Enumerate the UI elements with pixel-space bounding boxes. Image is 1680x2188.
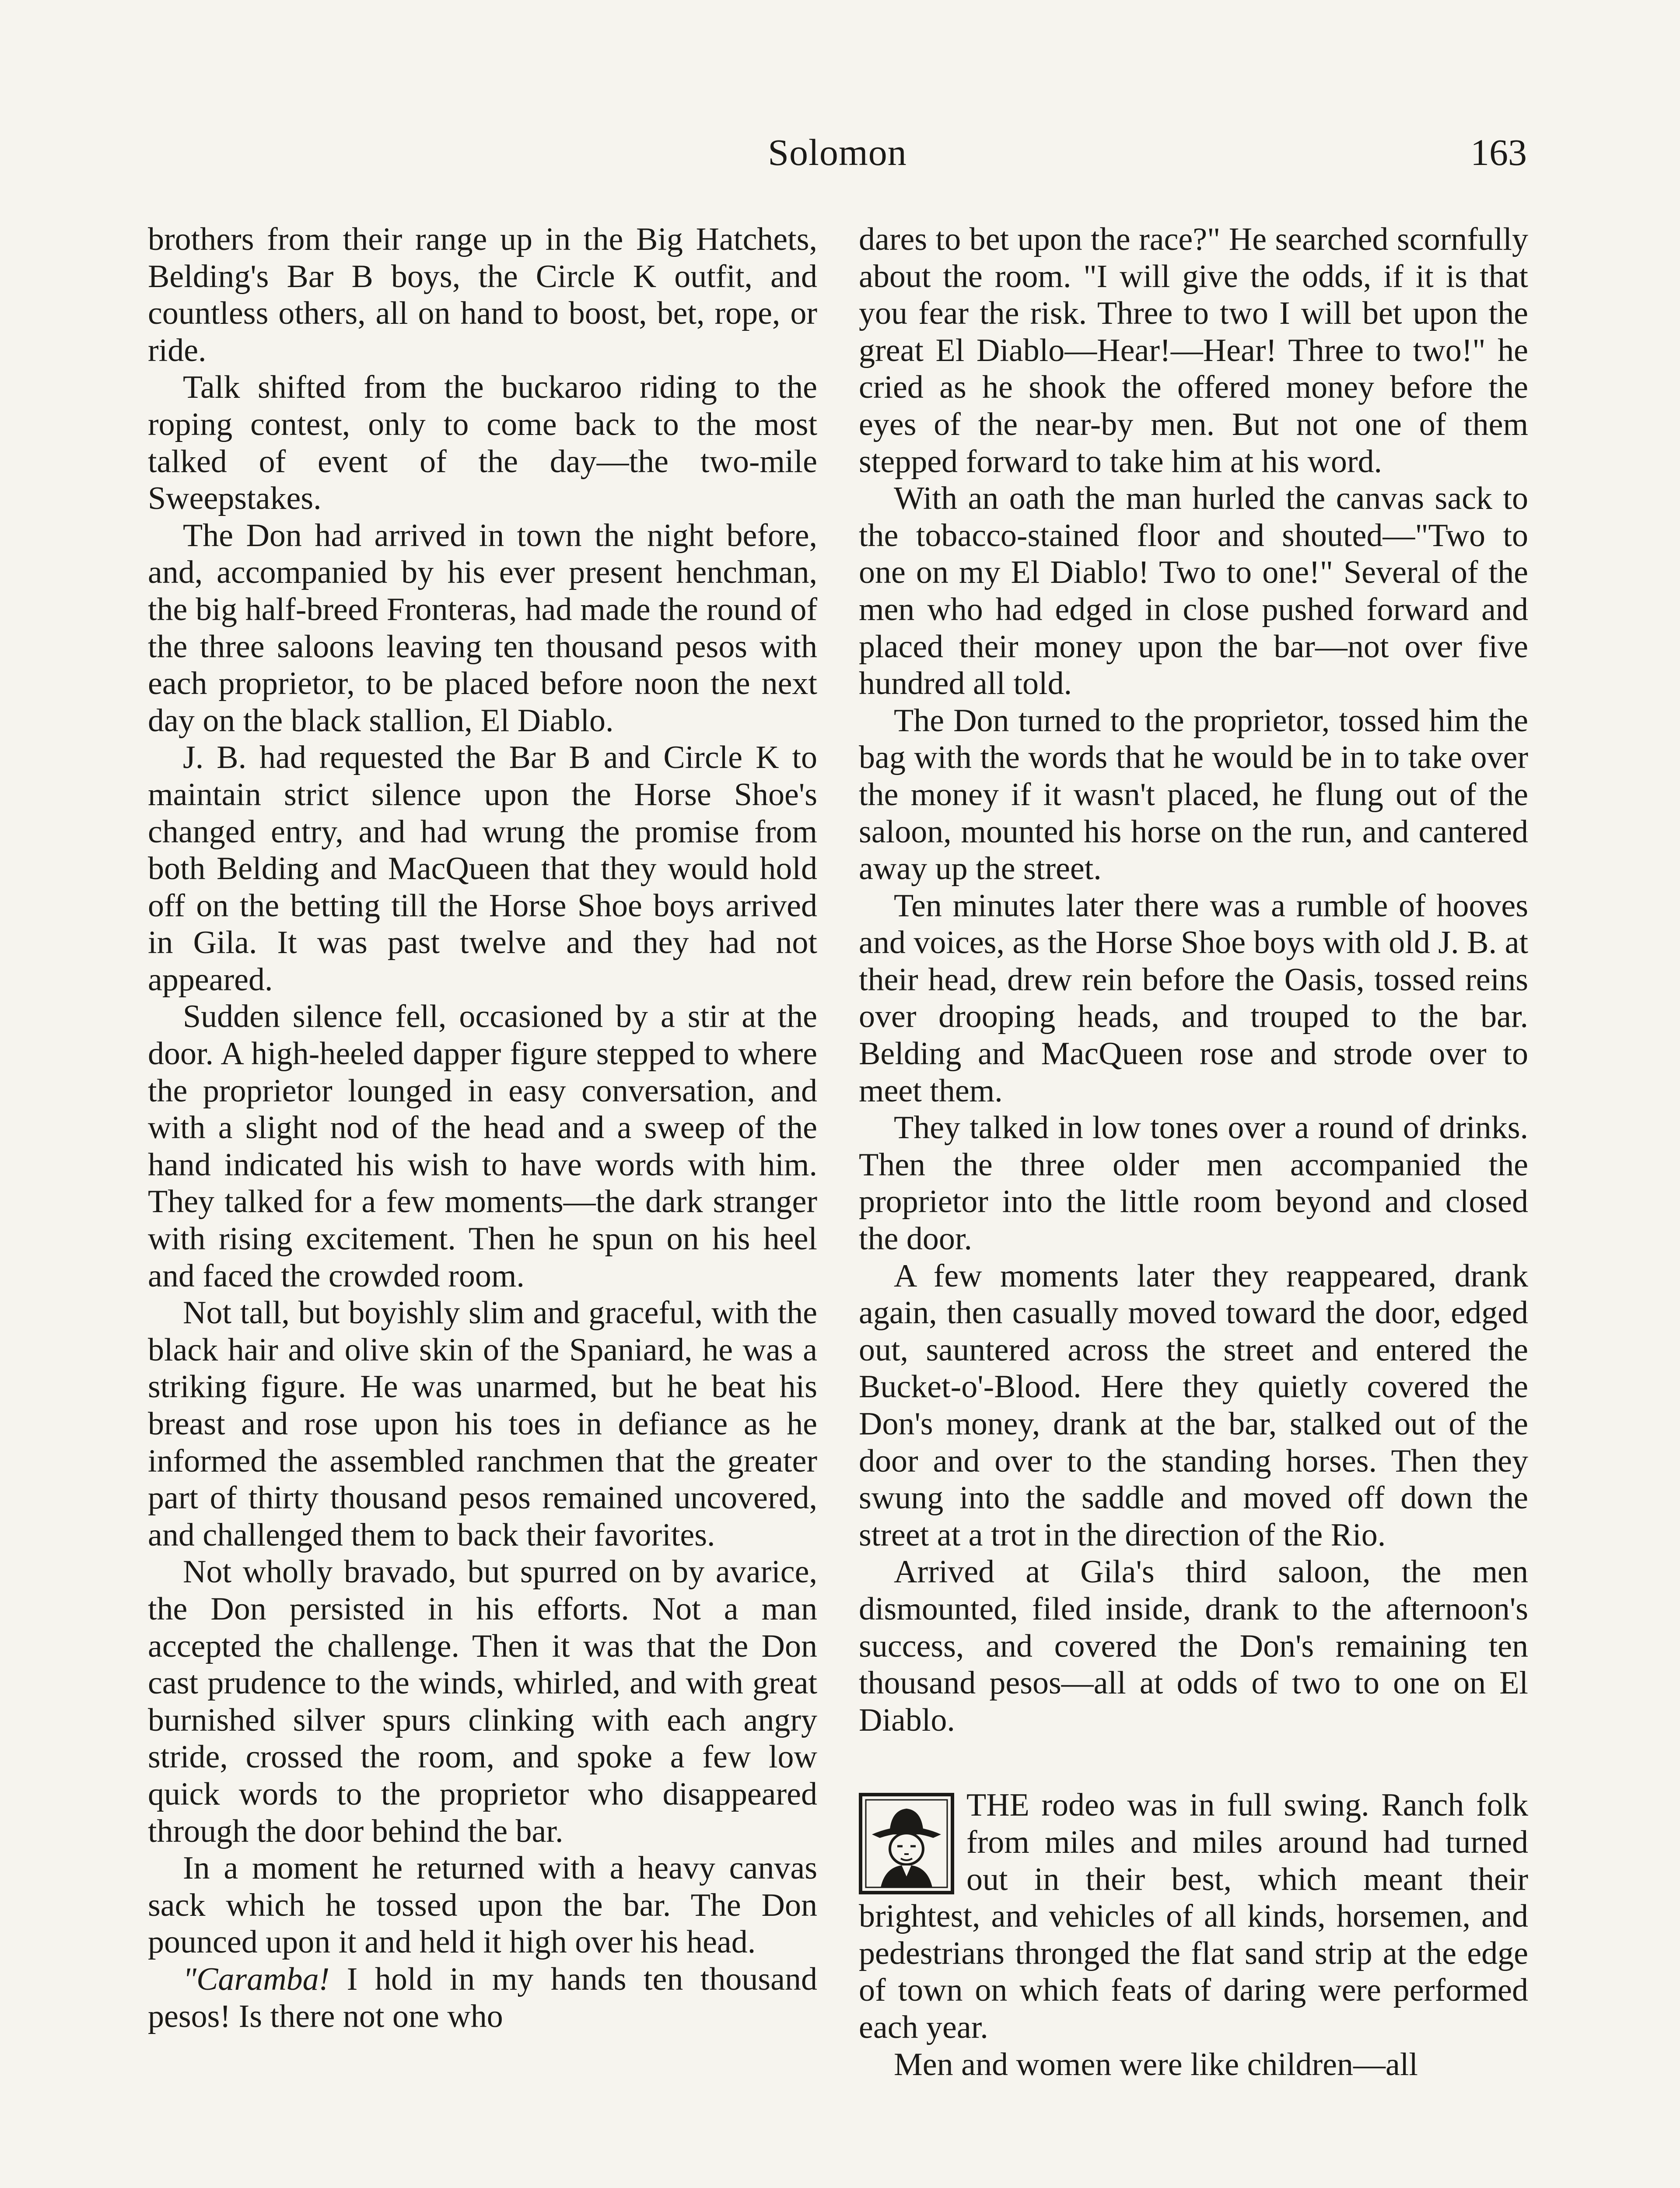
right-column — [859, 221, 1528, 2083]
paragraph-rest: I hold in my hands ten thousand pesos! Is there not one who — [148, 1961, 817, 2034]
paragraph: The Don had arrived in town the night before, and, accompanied by his ever present henchman, the big half-breed Fronteras, had made the round of the three saloons leaving ten thousand pesos with each proprietor, to be placed before noon the next day on the black stallion, El Diablo. — [148, 517, 817, 739]
paragraph: Not tall, but boyishly slim and graceful, with the black hair and olive skin of the Spaniard, he was a striking figure. He was unarmed, but he beat his breast and rose upon his toes in defiance as he informed the assembled ranchmen that the greater part of thirty thousand pesos remained uncovered, and challenged them to back their favorites. — [148, 1295, 817, 1553]
paragraph-exclamation — [148, 1961, 817, 2035]
paragraph: brothers from their range up in the Big Hatchets, Belding's Bar B boys, the Circle K outfit, and countless others, all on hand to boost, bet, rope, or ride. — [148, 221, 817, 368]
italic-exclamation: "Caramba! — [183, 1961, 330, 1997]
paragraph: Not wholly bravado, but spurred on by avarice, the Don persisted in his efforts. Not a man accepted the challenge. Then it was that the Don cast prudence to the winds, whirled, and with great burnished silver spurs clinking with each angry stride, crossed the room, and spoke a few low quick words to the proprietor who disappeared through the door behind the bar. — [148, 1554, 817, 1849]
paragraph: dares to bet upon the race?" He searched scornfully about the room. "I will give the odds, if it is that you fear the risk. Three to two I will bet upon the great El Diablo—Hear!—Hear! Three to two!" he cried as he shook the offered money before the eyes of the near-by men. But not one of them stepped forward to take him at his word. — [859, 221, 1528, 480]
cowboy-vignette-icon — [859, 1793, 954, 1894]
section-opening-paragraph — [859, 1787, 1528, 2046]
page-header — [148, 127, 1527, 179]
section-opening-text: THE rodeo was in full swing. Ranch folk from miles and miles around had turned out in their best, which meant their brightest, and vehicles of all kinds, horsemen, and pedestrians thronged the flat sand strip at the edge of town on which feats of daring were performed each year. — [859, 1787, 1528, 2045]
paragraph: With an oath the man hurled the canvas sack to the tobacco-stained floor and shouted—"Two to one on my El Diablo! Two to one!" Several of the men who had edged in close pushed forward and placed their money upon the bar—not over five hundred all told. — [859, 480, 1528, 702]
paragraph: J. B. had requested the Bar B and Circle K to maintain strict silence upon the Horse Shoe's changed entry, and had wrung the promise from both Belding and MacQueen that they would hold off on the betting till the Horse Shoe boys arrived in Gila. It was past twelve and they had not appeared. — [148, 740, 817, 998]
paragraph: Sudden silence fell, occasioned by a stir at the door. A high-heeled dapper figure stepped to where the proprietor lounged in easy conversation, and with a slight nod of the head and a sweep of the hand indicated his wish to have words with him. They talked for a few moments—the dark stranger with rising excitement. Then he spun on his heel and faced the crowded room. — [148, 999, 817, 1294]
paragraph: Ten minutes later there was a rumble of hooves and voices, as the Horse Shoe boys with old J. B. at their head, drew rein before the Oasis, tossed reins over drooping heads, and trouped to the bar. Belding and MacQueen rose and strode over to meet them. — [859, 887, 1528, 1109]
paragraph: Talk shifted from the buckaroo riding to the roping contest, only to come back to the most talked of event of the day—the two-mile Sweepstakes. — [148, 369, 817, 517]
paragraph: In a moment he returned with a heavy canvas sack which he tossed upon the bar. The Don pounced upon it and held it high over his head. — [148, 1850, 817, 1960]
paragraph: Arrived at Gila's third saloon, the men dismounted, filed inside, drank to the afternoon's success, and covered the Don's remaining ten thousand pesos—all at odds of two to one on El Diablo. — [859, 1554, 1528, 1738]
paragraph: Men and women were like children—all — [894, 2046, 1418, 2083]
paragraph: A few moments later they reappeared, drank again, then casually moved toward the door, edged out, sauntered across the street and entered the Bucket-o'-Blood. Here they quietly covered the Don's money, drank at the bar, stalked out of the door and over to the standing horses. Then they swung into the saddle and moved off down the street at a trot in the direction of the Rio. — [859, 1258, 1528, 1553]
left-column — [148, 221, 817, 2035]
paragraph: They talked in low tones over a round of drinks. Then the three older men accompanied the proprietor into the little room beyond and closed the door. — [859, 1110, 1528, 1257]
running-title: Solomon — [768, 131, 907, 173]
paragraph: The Don turned to the proprietor, tossed him the bag with the words that he would be in to take over the money if it wasn't placed, he flung out of the saloon, mounted his horse on the run, and cantered away up the street. — [859, 702, 1528, 887]
page-number: 163 — [1470, 131, 1527, 173]
